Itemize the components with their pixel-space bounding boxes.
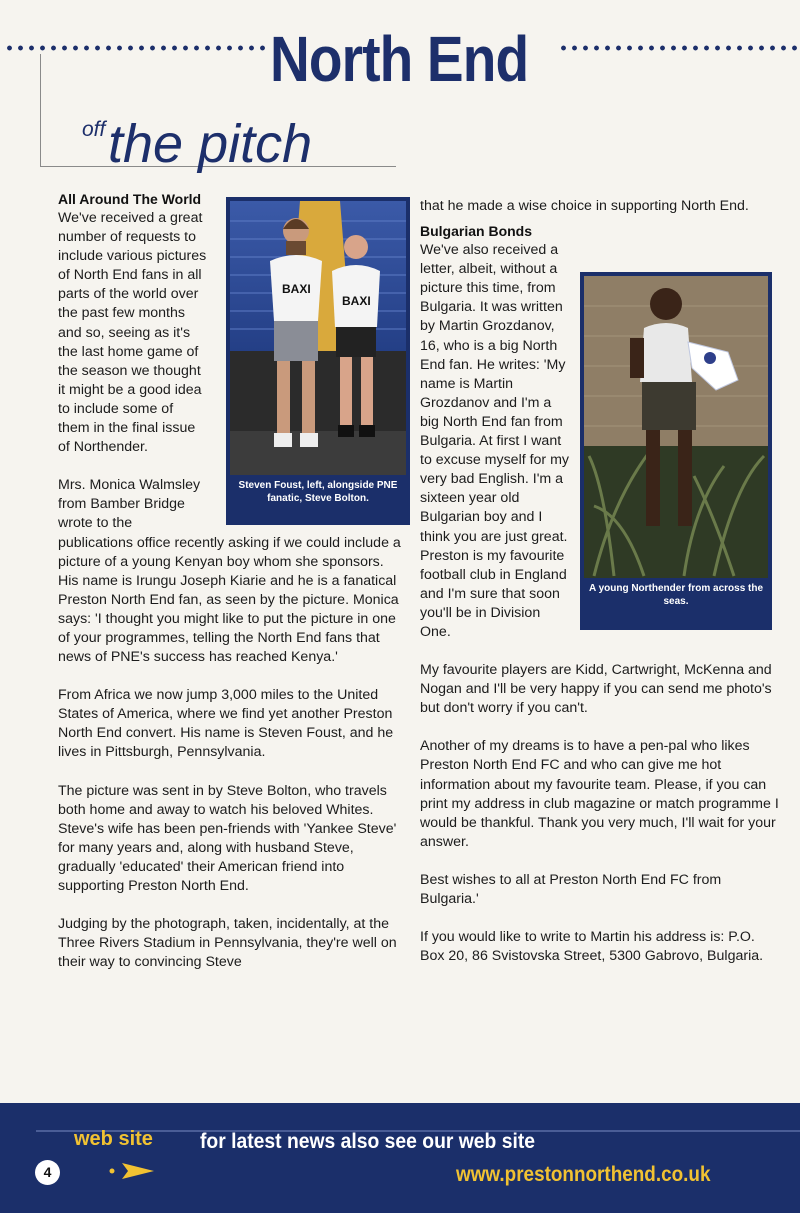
article-column-right: [420, 197, 780, 985]
header-frame-vertical: [40, 54, 41, 166]
footer-tagline: for latest news also see our web site: [200, 1130, 536, 1153]
paragraph: The picture was sent in by Steve Bolton, who travels both home and away to watch his beloved Whites. Steve's wife has been pen-friends with 'Yankee Steve' for many years and, along with husband Steve, gradually 'educated' their American friend into supporting Preston North End.: [58, 782, 397, 894]
photo1-caption: Steven Foust, left, alongside PNE fanatic, Steve Bolton.: [238, 480, 398, 504]
section-heading-bulgarian-bonds: Bulgarian Bonds: [420, 223, 533, 240]
svg-text:BAXI: BAXI: [342, 294, 371, 308]
section-prefix: off: [82, 118, 106, 141]
web-site-label: web site: [74, 1128, 153, 1150]
photo1-spacer: [216, 190, 402, 526]
page-number: 4: [35, 1160, 60, 1185]
section-heading-all-around-the-world: All Around The World: [58, 191, 202, 207]
dotted-rule-right: [558, 44, 800, 52]
paragraph: We've also received a letter, albeit, without a picture this time, from Bulgaria. It was written by Martin Grozdanov, 16, who is a big North End fan. He writes: 'My name is Martin Grozdanov and I'm a big North End fan from Bulgaria. At first I want to excuse myself for my very bad English. I'm a sixteen year old Bulgarian boy and I think you are just great. Preston is my favourite football club in England and I'm sure that soon you'll be in Division One.: [420, 242, 570, 640]
masthead-title: North End: [270, 23, 529, 95]
arrow-right-icon: [108, 1160, 158, 1182]
photo2-spacer: [580, 251, 780, 611]
footer-banner: [0, 1103, 800, 1213]
paragraph: Judging by the photograph, taken, incidentally, at the Three Rivers Stadium in Pennsylvania, they're well on their way to convincing Steve: [58, 916, 397, 971]
svg-text:BAXI: BAXI: [282, 282, 311, 296]
paragraph: Another of my dreams is to have a pen-pal who likes Preston North End FC and who can give me hot information about my favourite team. Please, if you can print my address in club magazine or match programme I would be thankful. Thank you very much, I'll wait for your answer.: [420, 738, 779, 850]
paragraph: From Africa we now jump 3,000 miles to the United States of America, where we find yet another Preston North End convert. His name is Steven Foust, and he lives in Pittsburgh, Pennsylvania.: [58, 687, 394, 761]
website-url-link[interactable]: www.prestonnorthend.co.uk: [456, 1163, 711, 1186]
article-column-left: [58, 190, 402, 991]
dotted-rule-left: [4, 44, 266, 52]
photo2-caption: A young Northender from across the seas.: [588, 583, 764, 607]
section-title: the pitch: [108, 114, 313, 174]
paragraph: My favourite players are Kidd, Cartwright, McKenna and Nogan and I'll be very happy if you can send me photo's but don't worry if you can't.: [420, 662, 772, 717]
paragraph: We've received a great number of requests to include various pictures of North End fans in all parts of the world over the past few months and so, seeing as it's the last home game of the season we thought it might be a good idea to include some of them in the final issue of Northender.: [58, 210, 207, 456]
paragraph-continuation: that he made a wise choice in supporting North End.: [420, 198, 749, 214]
paragraph: If you would like to write to Martin his address is: P.O. Box 20, 86 Svistovska Street, 5300 Gabrovo, Bulgaria.: [420, 929, 764, 965]
paragraph: Best wishes to all at Preston North End FC from Bulgaria.': [420, 871, 722, 907]
paragraph: Mrs. Monica Walmsley from Bamber Bridge wrote to the publications office recently asking if we could include a picture of a young Kenyan boy whom she sponsors. His name is Irungu Joseph Kiarie and he is a fanatical Preston North End fan, as seen by the picture. Monica says: 'I thought you might like to put the picture in one of your programmes, telling the North End fans that news of PNE's success has reached Kenya.': [58, 477, 401, 666]
